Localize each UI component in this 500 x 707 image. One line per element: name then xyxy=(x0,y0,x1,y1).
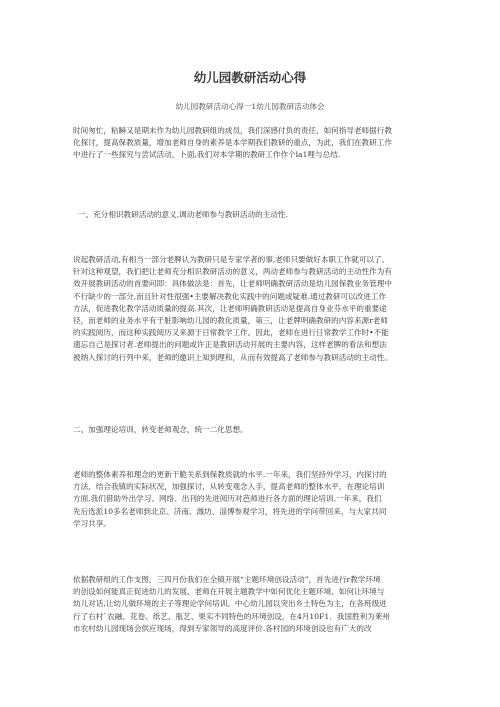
intro-paragraph xyxy=(73,125,433,162)
text-line: 学习共享。 xyxy=(73,518,111,528)
page-subtitle: 幼儿园教研活动心得一1幼儿园教研活动体会 xyxy=(175,102,325,111)
text-line: 老师的整体素养和理念的更新干脆关系到保教质就的水平.一年来，我们坚持外学习、内探讨的 xyxy=(73,470,387,479)
text-line: 的实践阅历，而这种实践阅历又来源于日常教学工作。因此，老师在进行日常教学工作时•不能 xyxy=(73,328,389,338)
text-line: 市农村幼儿园现场会供应现场，得到专家领导的高度评价.各村园的环境创设也有广大的改 xyxy=(73,623,372,633)
text-line: 的创设如何能真正促进幼儿的发展、老师在开展主题教学中如何优化主题环境、如何让环境与 xyxy=(73,587,385,597)
text-line: 时间匆忙，粘瞬又是期末作为幼儿园教研组的成员，我们深感付负的责任，如何指导老师据行教 xyxy=(73,126,392,135)
text-line: 依据教研组的工作支图，三四月份我们在全镇开展“主题环境创设活动”，首先进行r教学环境 xyxy=(73,575,381,584)
text-line: 中进行了一些探究与尝试活动，卜面,我们对本学期的教研工作作个la1哩与总结. xyxy=(73,150,341,160)
text-line: 方法，结合我镇的实际状况，加强探讨，从转变观念入手，提高老师的整体水平，在理论培训 xyxy=(73,482,385,492)
text-line: 先后选派10多名老师到北京、济南、潍坊、淄博参观学习，将先进的学问带回来，与大家共同 xyxy=(73,506,387,516)
page-title: 幼儿园教研活动心得 xyxy=(193,70,307,85)
section-heading-1: 一、充分相识教研活动的意义,调动老师参与教研活动的主动性. xyxy=(78,210,288,219)
text-line: 幼儿对话,让幼儿做环境的主子等理论学问培训。中心幼儿园以突出乡土特色为主，在各班级进 xyxy=(73,599,387,609)
text-line: 针对这种观望，我们把让老师充分相识教研活动的意义，两动老师参与教研活动的主动性作为有 xyxy=(73,267,392,277)
text-line: 方面,我们借助外出学习、网络、出刊的先进阅历对芭师进行各方面的理论培训.一年来，我们 xyxy=(73,494,382,504)
text-line: 不行缺少的一部分,而且针对性很强•主要解决教化实践中的问题或疑难.通过教研可以改进工作 xyxy=(73,291,387,301)
text-line: 化探讨，提高保教质量，增加老师自身的素养是本学期我们教研的重点，为此，我们在教研工作 xyxy=(73,138,392,148)
text-line: 效开展教研活动的首要问即：具体做法是：首先，让老师明确教研活动是幼儿园保教业务管理中 xyxy=(73,279,392,289)
section2-paragraph xyxy=(73,469,433,530)
text-line: 行了右村`农融、花卷、纸艺、瓶艺、果实不同特色的环境创设，在4月10F1．我国胜利为莱州 xyxy=(73,611,390,621)
text-line: 被纳入探讨的行列中来，老师的邀识上知到理和，从而有效提高了老师参与教研活动的主动性。 xyxy=(73,352,392,362)
text-line: 径，而老师的业务水平有于脏影响幼儿园的教化质量，第三，让老牌明确教研的内容来源r老师 xyxy=(73,316,388,326)
text-line: 说起教研活动,有相当一部分老脾认为教研只是专家学者的事,老师只要做好本职工作就可以了。 xyxy=(73,255,390,264)
section-heading-2: 二、加强理论培训，转变老师观念，统一二化思想。 xyxy=(73,425,248,434)
section3-paragraph xyxy=(73,574,433,635)
text-line: 遗忘自己是探讨者.老师提出的问题或许正是教研活动开展的主要内容，这样老脾的看法和想法 xyxy=(73,340,387,350)
text-line: 方法，促进教化教学活动质量的提高.其次，让老师明确教研活动是提高自身业芬水平的重要途 xyxy=(73,303,387,313)
section1-paragraph xyxy=(73,254,433,364)
